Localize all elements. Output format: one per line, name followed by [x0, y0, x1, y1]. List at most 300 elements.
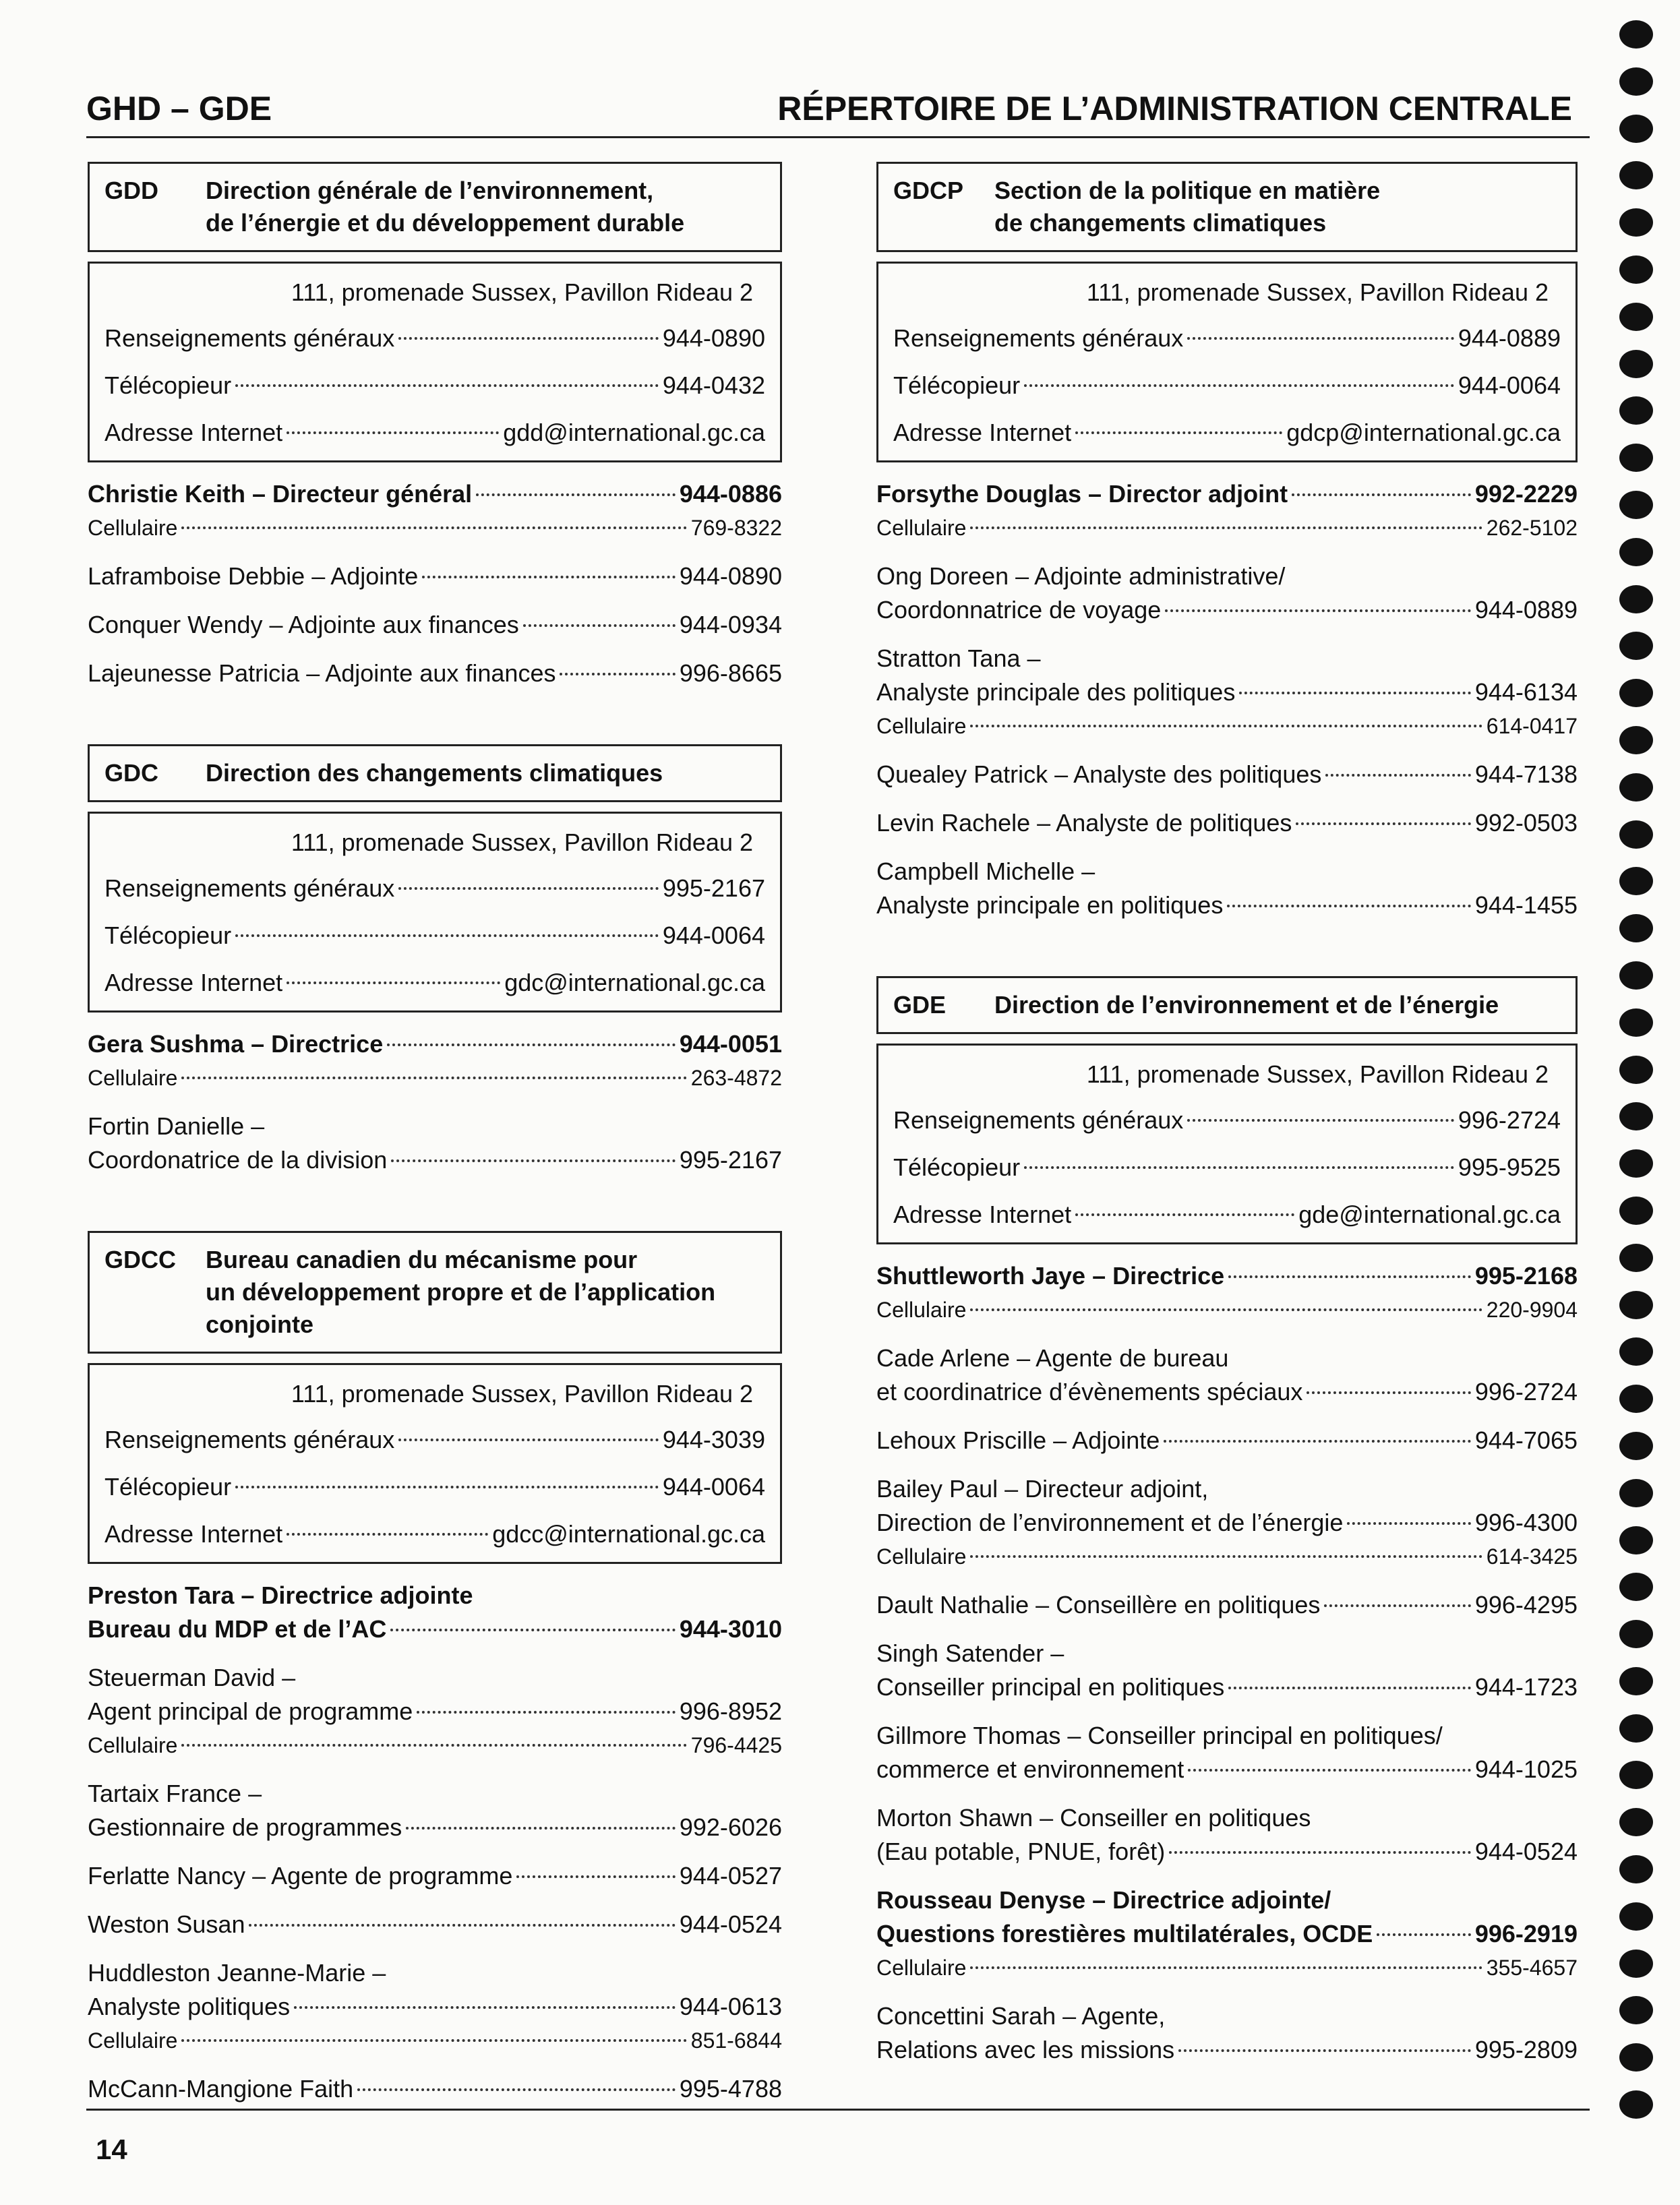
- staff-name: Rousseau Denyse – Directrice adjointe/: [876, 1886, 1331, 1914]
- phone-number: 996-4300: [1474, 1509, 1578, 1536]
- staff-name: Ferlatte Nancy – Agente de programme: [88, 1862, 513, 1890]
- staff-line-with-phone: [88, 1908, 782, 1941]
- address: 111, promenade Sussex, Pavillon Rideau 2: [1086, 278, 1549, 306]
- binder-hole: [1619, 538, 1653, 566]
- cell-line: [876, 1293, 1578, 1327]
- staff-name: Preston Tara – Directrice adjointe: [88, 1581, 473, 1609]
- phone-number: 944-0889: [1458, 324, 1561, 352]
- dot-leader: [1307, 1391, 1471, 1394]
- email-address[interactable]: gdc@international.gc.ca: [504, 969, 765, 996]
- dot-leader: [1187, 1119, 1454, 1122]
- dot-leader: [1075, 431, 1282, 434]
- staff-title: Questions forestières multilatérales, OCDE: [876, 1920, 1373, 1947]
- cell-number: 769-8322: [690, 516, 782, 540]
- staff-name: Conquer Wendy – Adjointe aux finances: [88, 611, 519, 638]
- section-code: GDC: [104, 759, 158, 787]
- staff-line-with-phone: [876, 1917, 1578, 1951]
- staff-line-with-phone: [876, 1506, 1578, 1540]
- binder-hole: [1619, 444, 1653, 472]
- binder-hole: [1619, 255, 1653, 284]
- staff-entry: [876, 1999, 1578, 2067]
- staff-entry: [876, 560, 1578, 627]
- binder-hole: [1619, 585, 1653, 613]
- cell-label: Cellulaire: [88, 1066, 178, 1090]
- phone-number: 995-2168: [1474, 1262, 1578, 1290]
- binder-hole: [1619, 1714, 1653, 1743]
- contact-row: [104, 1416, 765, 1463]
- dot-leader: [1227, 905, 1471, 907]
- staff-entry: [876, 855, 1578, 922]
- binder-hole: [1619, 303, 1653, 331]
- contact-label: Renseignements généraux: [104, 324, 395, 352]
- section-gde: [876, 976, 1578, 2067]
- staff-entry: [876, 1259, 1578, 1327]
- binder-hole: [1619, 867, 1653, 895]
- staff-line: [876, 1472, 1578, 1506]
- contact-row: [893, 362, 1561, 409]
- staff-line-with-phone: [88, 2072, 782, 2106]
- staff-line-with-phone: [876, 1588, 1578, 1622]
- phone-number: 996-2724: [1474, 1378, 1578, 1406]
- staff-name: Lehoux Priscille – Adjointe: [876, 1426, 1160, 1454]
- staff-name: Campbell Michelle –: [876, 857, 1096, 885]
- dot-leader: [387, 1044, 676, 1046]
- contact-row: [104, 1511, 765, 1558]
- binder-hole: [1619, 1479, 1653, 1507]
- staff-name: Levin Rachele – Analyste de politiques: [876, 809, 1292, 837]
- staff-line: [876, 855, 1578, 888]
- contact-label: Renseignements généraux: [104, 874, 395, 902]
- section-code: GDCP: [893, 177, 964, 204]
- contact-row: [104, 409, 765, 456]
- section-header: [876, 976, 1578, 1034]
- contact-row: [104, 865, 765, 912]
- dot-leader: [476, 493, 676, 496]
- binder-hole: [1619, 20, 1653, 49]
- staff-line-with-phone: [876, 1670, 1578, 1704]
- dot-leader: [1347, 1522, 1470, 1525]
- dot-leader: [390, 1629, 675, 1631]
- binder-hole: [1619, 491, 1653, 519]
- phone-number: 944-0613: [679, 1993, 782, 2020]
- staff-title: Relations avec les missions: [876, 2036, 1175, 2063]
- staff-name: Cade Arlene – Agente de bureau: [876, 1344, 1229, 1372]
- phone-number: 944-0064: [1458, 371, 1561, 399]
- staff-line-with-phone: [876, 675, 1578, 709]
- staff-title: et coordinatrice d’évènements spéciaux: [876, 1378, 1303, 1406]
- dot-leader: [1296, 822, 1470, 825]
- staff-line-with-phone: [876, 888, 1578, 922]
- dot-leader: [970, 1308, 1482, 1311]
- section-code: GDE: [893, 991, 947, 1019]
- dot-leader: [1324, 1604, 1470, 1607]
- binder-hole: [1619, 350, 1653, 378]
- staff-line-with-phone: [876, 1424, 1578, 1457]
- phone-number: 996-8952: [679, 1697, 782, 1725]
- cell-label: Cellulaire: [876, 1298, 967, 1322]
- staff-line-with-phone: [88, 1990, 782, 2024]
- section-title: Direction générale de l’environnement, de l’énergie et du développement durable: [206, 177, 685, 237]
- dot-leader: [1239, 692, 1471, 694]
- phone-number: 996-8665: [679, 659, 782, 687]
- staff-entry: [876, 1719, 1578, 1786]
- binder-hole: [1619, 1385, 1653, 1413]
- cell-line: [88, 2024, 782, 2057]
- staff-name: Gillmore Thomas – Conseiller principal en politiques/: [876, 1722, 1443, 1749]
- dot-leader: [357, 2088, 676, 2091]
- phone-number: 995-4788: [679, 2075, 782, 2103]
- binder-hole: [1619, 1667, 1653, 1695]
- staff-line: [88, 1661, 782, 1695]
- binder-holes: [1619, 20, 1660, 2138]
- section-header: [88, 744, 782, 802]
- dot-leader: [1169, 1851, 1471, 1854]
- contact-label: Télécopieur: [104, 371, 232, 399]
- section-gdc: [88, 744, 782, 1177]
- dot-leader: [1188, 1769, 1471, 1772]
- staff-line-with-phone: [88, 560, 782, 593]
- dot-leader: [181, 2039, 686, 2042]
- cell-line: [876, 1951, 1578, 1985]
- section-title: Section de la politique en matière de changements climatiques: [994, 177, 1381, 237]
- cell-line: [88, 511, 782, 545]
- phone-number: 944-0064: [662, 1473, 765, 1501]
- cell-line: [876, 511, 1578, 545]
- staff-line-with-phone: [88, 608, 782, 642]
- address: 111, promenade Sussex, Pavillon Rideau 2: [291, 828, 753, 856]
- staff-entry: [88, 657, 782, 690]
- staff-title: Analyste principale en politiques: [876, 891, 1224, 919]
- binder-hole: [1619, 2043, 1653, 2072]
- staff-title: Gestionnaire de programmes: [88, 1813, 402, 1841]
- staff-entry: [88, 1661, 782, 1762]
- staff-line-with-phone: [876, 1259, 1578, 1293]
- contact-row: [893, 315, 1561, 362]
- phone-number: 996-2724: [1458, 1106, 1561, 1134]
- staff-entry: [88, 1110, 782, 1177]
- binder-hole: [1619, 1950, 1653, 1978]
- staff-title: commerce et environnement: [876, 1755, 1184, 1783]
- dot-leader: [287, 981, 500, 984]
- staff-line-with-phone: [88, 1695, 782, 1728]
- contact-row: [104, 1463, 765, 1511]
- binder-hole: [1619, 632, 1653, 660]
- staff-name: Gera Sushma – Directrice: [88, 1030, 384, 1058]
- footer-rule: [86, 2109, 1590, 2111]
- phone-number: 944-1455: [1474, 891, 1578, 919]
- right-column: [876, 162, 1578, 2121]
- contact-box: [88, 262, 782, 462]
- cell-label: Cellulaire: [88, 516, 178, 540]
- staff-name: Weston Susan: [88, 1910, 245, 1938]
- staff-entry: [88, 477, 782, 545]
- staff-entry: [876, 1424, 1578, 1457]
- staff-line-with-phone: [88, 1859, 782, 1893]
- staff-title: Agent principal de programme: [88, 1697, 413, 1725]
- binder-hole: [1619, 773, 1653, 802]
- staff-entry: [876, 477, 1578, 545]
- section-code: GDCC: [104, 1246, 176, 1273]
- dot-leader: [398, 887, 659, 890]
- staff-line: [876, 1341, 1578, 1375]
- dot-leader: [422, 576, 676, 578]
- cell-number: 355-4657: [1486, 1956, 1578, 1980]
- phone-number: 944-0524: [1474, 1838, 1578, 1865]
- staff-entry: [88, 1859, 782, 1893]
- dot-leader: [523, 624, 676, 627]
- dot-leader: [970, 725, 1482, 727]
- dot-leader: [287, 431, 499, 434]
- staff-entry: [876, 1472, 1578, 1573]
- left-column: [88, 162, 782, 2160]
- staff-title: Analyste politiques: [88, 1993, 291, 2020]
- dot-leader: [516, 1875, 676, 1878]
- staff-name: Dault Nathalie – Conseillère en politiques: [876, 1591, 1321, 1619]
- dot-leader: [1292, 493, 1471, 496]
- staff-name: Ong Doreen – Adjointe administrative/: [876, 562, 1286, 590]
- section-code: GDD: [104, 177, 158, 204]
- dot-leader: [1325, 774, 1470, 777]
- dot-leader: [398, 1439, 659, 1441]
- staff-line-with-phone: [88, 657, 782, 690]
- staff-name: Quealey Patrick – Analyste des politiques: [876, 760, 1322, 788]
- phone-number: 995-2167: [679, 1146, 782, 1174]
- dot-leader: [235, 384, 659, 387]
- phone-number: 944-0064: [662, 922, 765, 949]
- staff-line: [88, 1956, 782, 1990]
- binder-hole: [1619, 1337, 1653, 1366]
- staff-entry: [876, 1341, 1578, 1409]
- cell-line: [876, 1540, 1578, 1573]
- contact-label: Renseignements généraux: [104, 1426, 395, 1453]
- dot-leader: [1228, 1275, 1471, 1278]
- staff-entry: [876, 1637, 1578, 1704]
- page-number: 14: [96, 2134, 127, 2165]
- phone-number: 944-1723: [1474, 1673, 1578, 1701]
- phone-number: 944-7065: [1474, 1426, 1578, 1454]
- staff-name: Singh Satender –: [876, 1639, 1064, 1667]
- email-address[interactable]: gde@international.gc.ca: [1298, 1201, 1561, 1228]
- staff-name: Shuttleworth Jaye – Directrice: [876, 1262, 1225, 1290]
- phone-number: 944-0890: [662, 324, 765, 352]
- binder-hole: [1619, 1056, 1653, 1084]
- email-address[interactable]: gdcp@international.gc.ca: [1286, 419, 1561, 446]
- staff-title: Direction de l’environnement et de l’énergie: [876, 1509, 1344, 1536]
- dot-leader: [235, 934, 659, 937]
- section-header: [88, 162, 782, 252]
- binder-hole: [1619, 1573, 1653, 1601]
- binder-hole: [1619, 1432, 1653, 1460]
- contact-label: Télécopieur: [893, 371, 1021, 399]
- staff-name: Steuerman David –: [88, 1664, 296, 1691]
- staff-line-with-phone: [88, 1811, 782, 1844]
- dot-leader: [970, 526, 1482, 529]
- cell-number: 614-3425: [1486, 1544, 1578, 1569]
- dot-leader: [287, 1533, 488, 1536]
- binder-hole: [1619, 1855, 1653, 1883]
- cell-number: 220-9904: [1486, 1298, 1578, 1322]
- dot-leader: [1024, 384, 1454, 387]
- contact-box: [88, 1363, 782, 1564]
- staff-title: Coordonnatrice de voyage: [876, 596, 1162, 624]
- section-header: [876, 162, 1578, 252]
- cell-label: Cellulaire: [88, 1733, 178, 1757]
- staff-name: Huddleston Jeanne-Marie –: [88, 1959, 386, 1987]
- cell-number: 263-4872: [690, 1066, 782, 1090]
- contact-row: [104, 362, 765, 409]
- staff-title: Bureau du MDP et de l’AC: [88, 1615, 387, 1643]
- staff-entry: [876, 806, 1578, 840]
- dot-leader: [1178, 2049, 1471, 2052]
- staff-line: [876, 560, 1578, 593]
- binder-hole: [1619, 2090, 1653, 2119]
- staff-entry: [876, 642, 1578, 743]
- contact-label: Adresse Internet: [104, 419, 283, 446]
- staff-line-with-phone: [876, 806, 1578, 840]
- dot-leader: [181, 1077, 686, 1079]
- staff-name: Forsythe Douglas – Director adjoint: [876, 480, 1288, 508]
- phone-number: 995-2809: [1474, 2036, 1578, 2063]
- dot-leader: [560, 673, 675, 675]
- contact-label: Télécopieur: [104, 1473, 232, 1501]
- address: 111, promenade Sussex, Pavillon Rideau 2: [291, 278, 753, 306]
- staff-entry: [88, 1956, 782, 2057]
- phone-number: 944-0524: [679, 1910, 782, 1938]
- phone-number: 944-3039: [662, 1426, 765, 1453]
- staff-entry: [876, 1883, 1578, 1985]
- staff-entry: [88, 1027, 782, 1095]
- contact-label: Adresse Internet: [893, 1201, 1072, 1228]
- binder-hole: [1619, 1197, 1653, 1225]
- binder-hole: [1619, 1149, 1653, 1178]
- staff-line: [876, 1719, 1578, 1753]
- staff-name: McCann-Mangione Faith: [88, 2075, 354, 2103]
- header-left: GHD – GDE: [86, 90, 272, 127]
- contact-row: [104, 959, 765, 1006]
- cell-label: Cellulaire: [876, 1544, 967, 1569]
- staff-entry: [88, 560, 782, 593]
- contact-label: Télécopieur: [893, 1153, 1021, 1181]
- phone-number: 992-6026: [679, 1813, 782, 1841]
- binder-hole: [1619, 1620, 1653, 1648]
- dot-leader: [1377, 1933, 1471, 1936]
- section-gdd: [88, 162, 782, 690]
- section-title: Direction de l’environnement et de l’énergie: [994, 991, 1499, 1019]
- dot-leader: [181, 1744, 686, 1747]
- staff-title: Conseiller principal en politiques: [876, 1673, 1225, 1701]
- binder-hole: [1619, 1761, 1653, 1789]
- staff-name: Lajeunesse Patricia – Adjointe aux finances: [88, 659, 556, 687]
- phone-number: 996-4295: [1474, 1591, 1578, 1619]
- phone-number: 944-0934: [679, 611, 782, 638]
- phone-number: 944-1025: [1474, 1755, 1578, 1783]
- contact-row: [893, 1144, 1561, 1191]
- cell-label: Cellulaire: [88, 2028, 178, 2053]
- dot-leader: [398, 337, 659, 340]
- staff-entry: [88, 1777, 782, 1844]
- binder-hole: [1619, 1102, 1653, 1130]
- cell-label: Cellulaire: [876, 516, 967, 540]
- staff-entry: [88, 1579, 782, 1646]
- contact-box: [88, 812, 782, 1013]
- staff-name: Laframboise Debbie – Adjointe: [88, 562, 419, 590]
- cell-number: 614-0417: [1486, 714, 1578, 738]
- dot-leader: [294, 2006, 676, 2009]
- binder-hole: [1619, 1244, 1653, 1272]
- contact-row: [893, 1191, 1561, 1238]
- cell-number: 262-5102: [1486, 516, 1578, 540]
- staff-entry: [88, 608, 782, 642]
- cell-label: Cellulaire: [876, 1956, 967, 1980]
- staff-line-with-phone: [876, 477, 1578, 511]
- email-address[interactable]: gdd@international.gc.ca: [503, 419, 765, 446]
- binder-hole: [1619, 115, 1653, 143]
- cell-line: [88, 1728, 782, 1762]
- staff-title: Analyste principale des politiques: [876, 678, 1236, 706]
- staff-line-with-phone: [876, 593, 1578, 627]
- staff-line-with-phone: [876, 1753, 1578, 1786]
- contact-label: Adresse Internet: [104, 1520, 283, 1548]
- binder-hole: [1619, 1902, 1653, 1931]
- phone-number: 944-7138: [1474, 760, 1578, 788]
- dot-leader: [1164, 1440, 1471, 1443]
- address: 111, promenade Sussex, Pavillon Rideau 2: [1086, 1060, 1549, 1088]
- binder-hole: [1619, 726, 1653, 754]
- address: 111, promenade Sussex, Pavillon Rideau 2: [291, 1380, 753, 1408]
- staff-line: [876, 1883, 1578, 1917]
- contact-box: [876, 262, 1578, 462]
- staff-line-with-phone: [88, 1027, 782, 1061]
- staff-line-with-phone: [876, 758, 1578, 791]
- dot-leader: [249, 1924, 675, 1927]
- binder-hole: [1619, 396, 1653, 425]
- staff-line: [88, 1110, 782, 1143]
- phone-number: 992-0503: [1474, 809, 1578, 837]
- cell-number: 796-4425: [690, 1733, 782, 1757]
- contact-row: [893, 409, 1561, 456]
- binder-hole: [1619, 67, 1653, 96]
- staff-line-with-phone: [876, 2033, 1578, 2067]
- staff-title: (Eau potable, PNUE, forêt): [876, 1838, 1166, 1865]
- binder-hole: [1619, 1526, 1653, 1554]
- binder-hole: [1619, 820, 1653, 849]
- dot-leader: [1187, 337, 1454, 340]
- email-address[interactable]: gdcc@international.gc.ca: [492, 1520, 765, 1548]
- staff-line-with-phone: [88, 477, 782, 511]
- section-gdcp: [876, 162, 1578, 922]
- staff-line-with-phone: [876, 1375, 1578, 1409]
- staff-title: Coordonatrice de la division: [88, 1146, 388, 1174]
- dot-leader: [406, 1827, 676, 1830]
- contact-row: [104, 912, 765, 959]
- staff-entry: [88, 2072, 782, 2106]
- phone-number: 944-0886: [679, 480, 782, 508]
- staff-line: [876, 1637, 1578, 1670]
- contact-row: [893, 1097, 1561, 1144]
- staff-line: [876, 1801, 1578, 1835]
- contact-label: Renseignements généraux: [893, 324, 1184, 352]
- dot-leader: [1165, 609, 1471, 612]
- staff-name: Bailey Paul – Directeur adjoint,: [876, 1475, 1209, 1503]
- staff-line-with-phone: [88, 1143, 782, 1177]
- staff-name: Fortin Danielle –: [88, 1112, 265, 1140]
- dot-leader: [970, 1966, 1482, 1969]
- dot-leader: [417, 1711, 676, 1714]
- contact-row: [104, 315, 765, 362]
- staff-line: [876, 642, 1578, 675]
- staff-line: [876, 1999, 1578, 2033]
- section-gdcc: [88, 1231, 782, 2106]
